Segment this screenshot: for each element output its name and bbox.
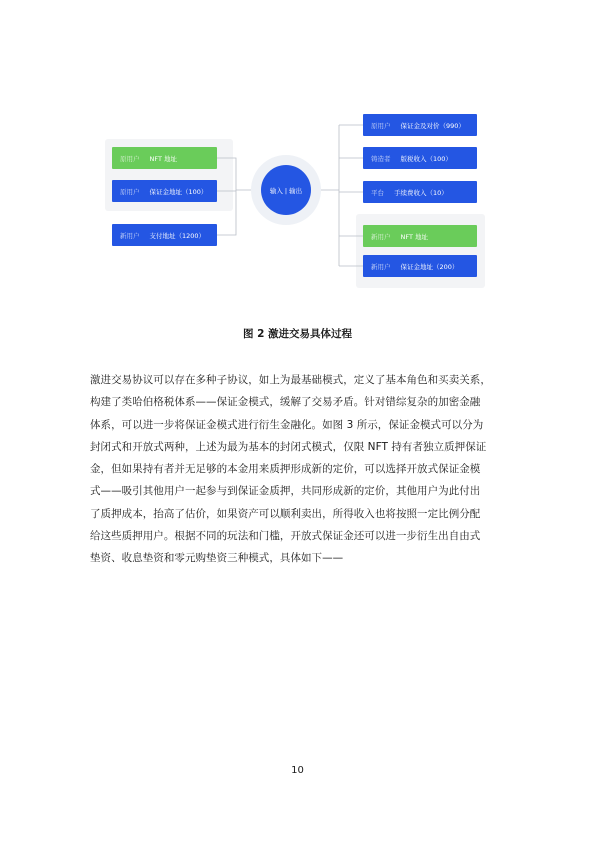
node-role: 铸造者 (371, 154, 391, 163)
body-line: 体系，可以进一步将保证金模式进行衍生金融化。如图 3 所示，保证金模式可以分为 (90, 418, 484, 431)
node-role: 新用户 (120, 231, 140, 240)
right-node (363, 181, 477, 203)
right-node (363, 114, 477, 136)
node-label: 保证金地址（200） (400, 262, 459, 271)
node-role: 原用户 (120, 154, 140, 163)
node-label: 版税收入（100） (400, 154, 452, 163)
body-line: 封闭式和开放式两种，上述为最为基本的封闭式模式，仅限 NFT 持有者独立质押保证 (90, 440, 487, 453)
right-node (363, 225, 477, 247)
body-line: 激进交易协议可以存在多种子协议，如上为最基础模式，定义了基本角色和买卖关系， (90, 374, 491, 386)
body-line: 了质押成本，抬高了估价，如果资产可以顺利卖出，所得收入也将按照一定比例分配 (90, 507, 481, 520)
node-label: 保证金及对价（990） (400, 121, 465, 130)
node-role: 新用户 (371, 232, 391, 241)
body-paragraph (90, 369, 510, 570)
left-node (112, 224, 217, 246)
body-line: 构建了类哈伯格税体系——保证金模式，缓解了交易矛盾。针对错综复杂的加密金融 (90, 396, 481, 409)
node-role: 平台 (371, 188, 384, 197)
body-line: 式——吸引其他用户一起参与到保证金质押，共同形成新的定价，其他用户为此付出 (90, 485, 481, 498)
transaction-flow-diagram (0, 0, 595, 320)
body-line: 给这些质押用户。根据不同的玩法和门槛，开放式保证金还可以进一步衍生出自由式 (90, 530, 481, 543)
right-node (363, 255, 477, 277)
figure-caption: 图 2 激进交易具体过程 (242, 328, 353, 340)
input-output-hub: 输入 | 输出 (261, 165, 311, 215)
node-label: 支付地址（1200） (149, 231, 206, 240)
node-label: NFT 地址 (149, 154, 178, 163)
body-line: 金，但如果持有者并无足够的本金用来质押形成新的定价，可以选择开放式保证金模 (90, 463, 481, 476)
left-node (112, 147, 217, 169)
node-label: NFT 地址 (400, 232, 429, 241)
body-line: 垫资、收息垫资和零元购垫资三种模式，具体如下—— (90, 552, 344, 565)
node-label: 保证金地址（100） (149, 187, 208, 196)
node-label: 手续费收入（10） (394, 188, 448, 197)
right-node (363, 147, 477, 169)
left-node (112, 180, 217, 202)
node-role: 新用户 (371, 262, 391, 271)
node-role: 原用户 (371, 121, 391, 130)
node-role: 原用户 (120, 187, 140, 196)
page-number: 10 (291, 765, 304, 776)
